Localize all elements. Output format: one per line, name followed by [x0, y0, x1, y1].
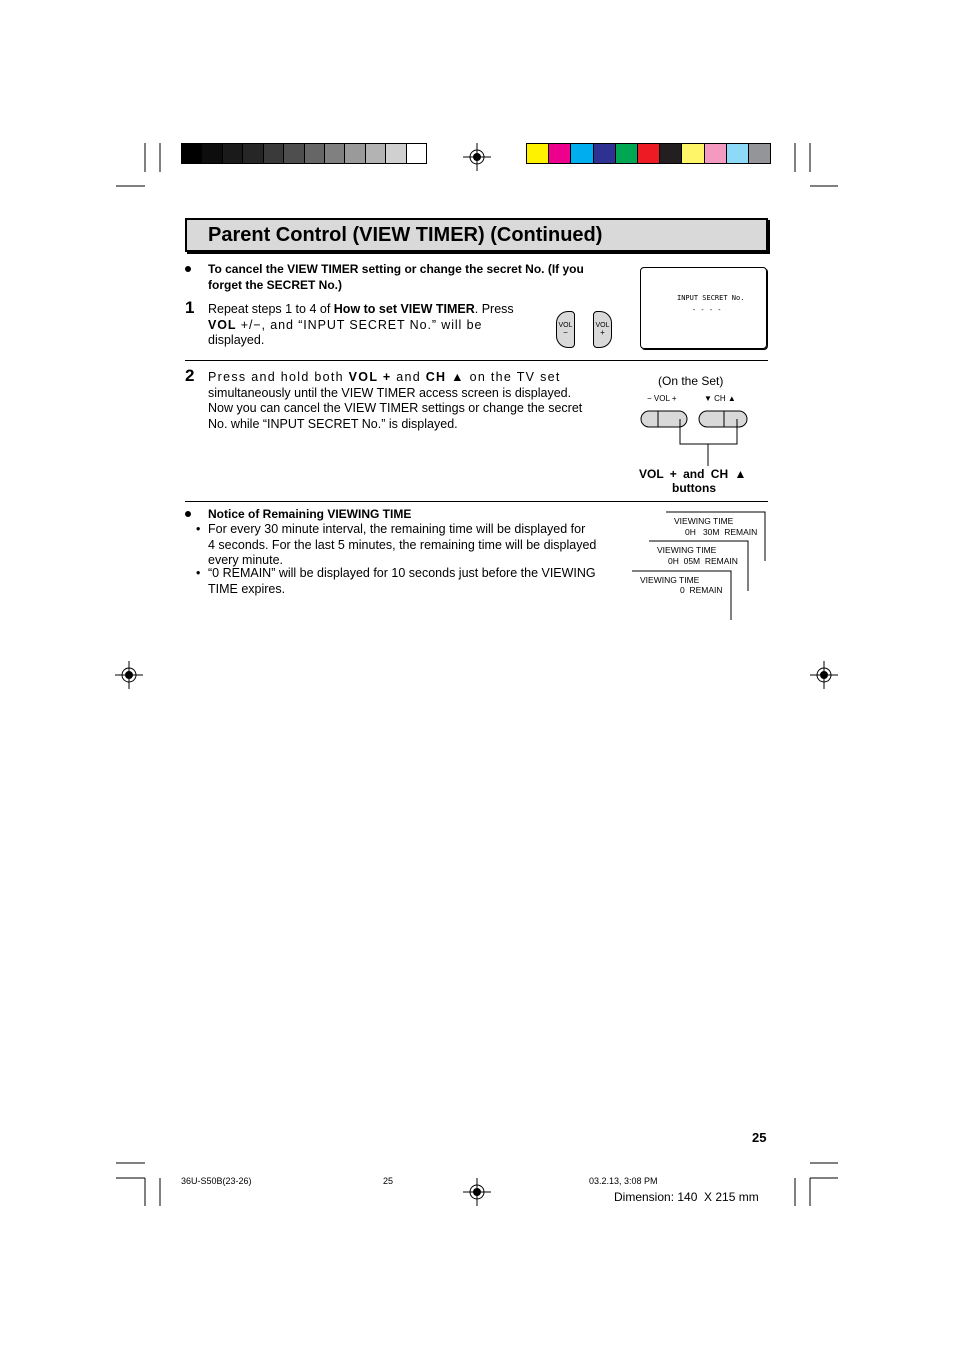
- on-set-caption: (On the Set): [658, 374, 724, 388]
- screen-line2: - - - -: [692, 306, 722, 314]
- notice-heading: Notice of Remaining VIEWING TIME: [208, 507, 412, 521]
- ch-label: ▼ CH ▲: [704, 394, 736, 403]
- page-number: 25: [752, 1130, 767, 1145]
- divider: [185, 360, 768, 361]
- step1-text: Repeat steps 1 to 4 of How to set VIEW TIMER. Press VOL +/−, and “INPUT SECRET No.” will be displayed.: [208, 302, 514, 347]
- tv-screen: [640, 267, 767, 349]
- buttons-caption-line2: buttons: [672, 481, 716, 495]
- set-buttons-diagram: [636, 406, 756, 468]
- step1-number: 1: [185, 298, 195, 317]
- viewing-label-3: VIEWING TIME: [640, 575, 700, 585]
- viewing-label-1: VIEWING TIME: [674, 516, 734, 526]
- vol-plus-button[interactable]: VOL +: [593, 311, 612, 348]
- cancel-note: To cancel the VIEW TIMER setting or change the secret No. (If you forget the SECRET No.): [208, 262, 584, 292]
- registration-target-bottom: [463, 1178, 491, 1206]
- notice-bullet1: • For every 30 minute interval, the remaining time will be displayed for 4 seconds. For the last 5 minutes, the remaining time will be displayed every minute.: [196, 522, 597, 567]
- registration-target-left: [115, 661, 143, 689]
- vol-label: − VOL +: [647, 394, 677, 403]
- step2-number: 2: [185, 366, 195, 385]
- bullet-icon: [185, 511, 191, 517]
- buttons-caption-line1: VOL + and CH ▲: [639, 467, 747, 481]
- footer-date: 03.2.13, 3:08 PM: [589, 1176, 658, 1186]
- registration-target-top: [463, 143, 491, 171]
- viewing-value-2: 0H 05M REMAIN: [668, 556, 738, 566]
- viewing-value-1: 0H 30M REMAIN: [685, 527, 758, 537]
- bullet-icon: [185, 266, 191, 272]
- notice-bullet2: • “0 REMAIN” will be displayed for 10 seconds just before the VIEWING TIME expires.: [196, 566, 596, 596]
- footer-dimension: Dimension: 140 X 215 mm: [614, 1190, 759, 1204]
- step2-text: Press and hold both VOL + and CH ▲ on the TV set simultaneously until the VIEW TIMER access screen is displayed. Now you can cancel the VIEW TIMER settings or change the secret No. while “INPUT SECRET No.” is displayed.: [208, 370, 583, 431]
- page-title: Parent Control (VIEW TIMER) (Continued): [208, 224, 603, 246]
- registration-target-right: [810, 661, 838, 689]
- footer-page: 25: [383, 1176, 394, 1186]
- title-box: [185, 218, 768, 252]
- vol-minus-button[interactable]: VOL −: [556, 311, 575, 348]
- footer-file: 36U-S50B(23-26): [181, 1176, 252, 1186]
- set-ch-button: [699, 411, 747, 427]
- divider: [185, 501, 768, 502]
- screen-line1: INPUT SECRET No.: [677, 294, 745, 302]
- viewing-value-3: 0 REMAIN: [680, 585, 723, 595]
- viewing-label-2: VIEWING TIME: [657, 545, 717, 555]
